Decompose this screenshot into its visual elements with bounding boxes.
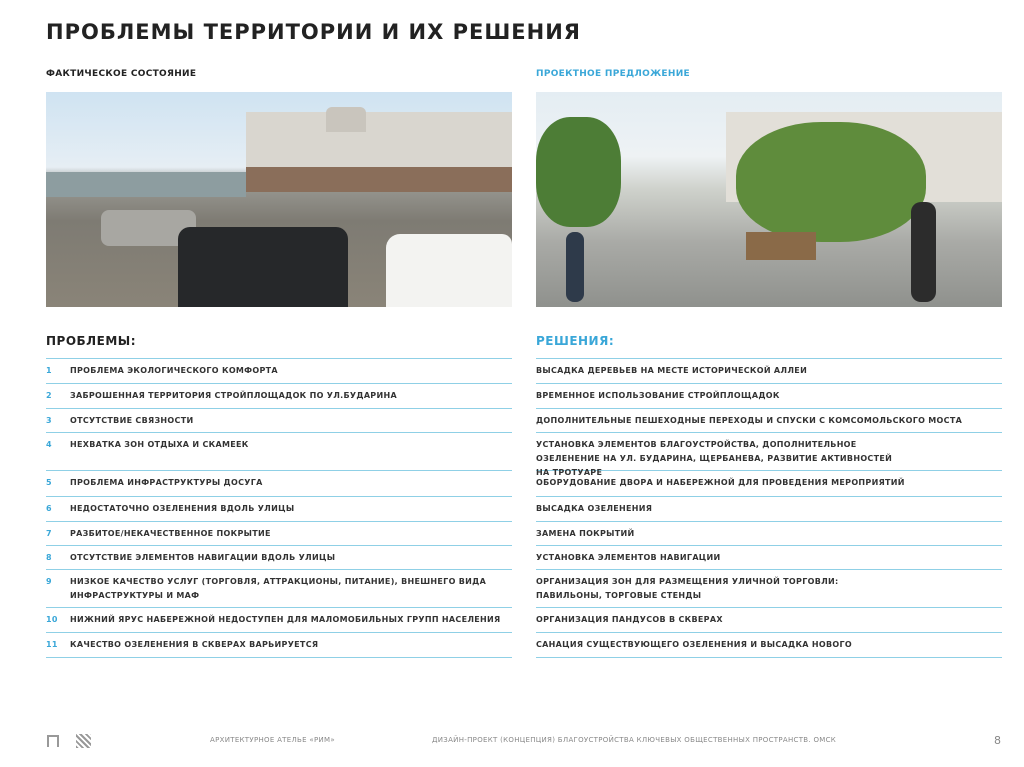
problem-text: ОТСУТСТВИЕ ЭЛЕМЕНТОВ НАВИГАЦИИ ВДОЛЬ УЛИЦЫ: [70, 553, 336, 562]
problem-text: КАЧЕСТВО ОЗЕЛЕНЕНИЯ В СКВЕРАХ ВАРЬИРУЕТСЯ: [70, 640, 319, 649]
solution-text: ВРЕМЕННОЕ ИСПОЛЬЗОВАНИЕ СТРОЙПЛОЩАДОК: [536, 391, 780, 400]
solution-row: [536, 522, 1002, 546]
problem-row: [46, 409, 512, 433]
solution-text: ВЫСАДКА ДЕРЕВЬЕВ НА МЕСТЕ ИСТОРИЧЕСКОЙ АЛЛЕИ: [536, 366, 808, 375]
current-state-label: ФАКТИЧЕСКОЕ СОСТОЯНИЕ: [46, 69, 197, 79]
problem-number: 4: [46, 440, 52, 449]
solution-row: [536, 384, 1002, 409]
solution-text: ОРГАНИЗАЦИЯ ЗОН ДЛЯ РАЗМЕЩЕНИЯ УЛИЧНОЙ ТОРГОВЛИ: ПАВИЛЬОНЫ, ТОРГОВЫЕ СТЕНДЫ: [536, 577, 839, 600]
problem-number: 6: [46, 504, 52, 513]
pattern-logo-icon: [76, 734, 91, 748]
problem-text: ЗАБРОШЕННАЯ ТЕРРИТОРИЯ СТРОЙПЛОЩАДОК ПО УЛ.БУДАРИНА: [70, 391, 397, 400]
problems-list: [46, 358, 512, 658]
problem-number: 8: [46, 553, 52, 562]
problem-row: [46, 546, 512, 570]
problem-row: [46, 570, 512, 608]
solution-text: ВЫСАДКА ОЗЕЛЕНЕНИЯ: [536, 504, 653, 513]
solution-row: [536, 633, 1002, 658]
problem-number: 10: [46, 615, 58, 624]
solution-text: ДОПОЛНИТЕЛЬНЫЕ ПЕШЕХОДНЫЕ ПЕРЕХОДЫ И СПУСКИ С КОМСОМОЛЬСКОГО МОСТА: [536, 416, 963, 425]
problem-number: 3: [46, 416, 52, 425]
solution-text: УСТАНОВКА ЭЛЕМЕНТОВ НАВИГАЦИИ: [536, 553, 721, 562]
problem-row: [46, 471, 512, 497]
page-title: ПРОБЛЕМЫ ТЕРРИТОРИИ И ИХ РЕШЕНИЯ: [46, 20, 581, 44]
problem-row: [46, 359, 512, 384]
problem-number: 1: [46, 366, 52, 375]
current-state-photo: [46, 92, 512, 307]
problem-number: 9: [46, 577, 52, 586]
solution-text: ЗАМЕНА ПОКРЫТИЙ: [536, 529, 635, 538]
logo-icon: [47, 735, 59, 747]
problem-number: 7: [46, 529, 52, 538]
solution-row: [536, 359, 1002, 384]
proposal-label: ПРОЕКТНОЕ ПРЕДЛОЖЕНИЕ: [536, 69, 690, 79]
solution-row: [536, 433, 1002, 477]
solution-row: [536, 409, 1002, 433]
solution-row: [536, 546, 1002, 570]
problem-text: НИЖНИЙ ЯРУС НАБЕРЕЖНОЙ НЕДОСТУПЕН ДЛЯ МАЛОМОБИЛЬНЫХ ГРУПП НАСЕЛЕНИЯ: [70, 615, 501, 624]
problem-text: ПРОБЛЕМА ИНФРАСТРУКТУРЫ ДОСУГА: [70, 478, 263, 487]
solution-row: [536, 497, 1002, 522]
problem-row: [46, 497, 512, 522]
problem-text: НИЗКОЕ КАЧЕСТВО УСЛУГ (ТОРГОВЛЯ, АТТРАКЦИОНЫ, ПИТАНИЕ), ВНЕШНЕГО ВИДА ИНФРАСТРУКТУРЫ И МАФ: [70, 577, 487, 600]
solution-text: ОБОРУДОВАНИЕ ДВОРА И НАБЕРЕЖНОЙ ДЛЯ ПРОВЕДЕНИЯ МЕРОПРИЯТИЙ: [536, 478, 905, 487]
problem-number: 2: [46, 391, 52, 400]
problem-row: [46, 433, 512, 471]
problem-row: [46, 608, 512, 633]
solution-text: УСТАНОВКА ЭЛЕМЕНТОВ БЛАГОУСТРОЙСТВА, ДОПОЛНИТЕЛЬНОЕ ОЗЕЛЕНЕНИЕ НА УЛ. БУДАРИНА, ЩЕРБАНЕВА, РАЗВИТИЕ АКТИВНОСТЕЙ НА ТРОТУАРЕ: [536, 440, 893, 477]
solution-text: САНАЦИЯ СУЩЕСТВУЮЩЕГО ОЗЕЛЕНЕНИЯ И ВЫСАДКА НОВОГО: [536, 640, 852, 649]
solutions-heading: РЕШЕНИЯ:: [536, 334, 615, 348]
problem-row: [46, 522, 512, 546]
proposal-photo: [536, 92, 1002, 307]
footer-studio: АРХИТЕКТУРНОЕ АТЕЛЬЕ «РИМ»: [210, 736, 335, 744]
problem-text: НЕХВАТКА ЗОН ОТДЫХА И СКАМЕЕК: [70, 440, 249, 449]
footer-project: ДИЗАЙН-ПРОЕКТ (КОНЦЕПЦИЯ) БЛАГОУСТРОЙСТВА КЛЮЧЕВЫХ ОБЩЕСТВЕННЫХ ПРОСТРАНСТВ. ОМСК: [432, 736, 837, 744]
problem-text: РАЗБИТОЕ/НЕКАЧЕСТВЕННОЕ ПОКРЫТИЕ: [70, 529, 271, 538]
solution-text: ОРГАНИЗАЦИЯ ПАНДУСОВ В СКВЕРАХ: [536, 615, 723, 624]
problem-number: 5: [46, 478, 52, 487]
solutions-list: [536, 358, 1002, 658]
problem-row: [46, 384, 512, 409]
problem-text: НЕДОСТАТОЧНО ОЗЕЛЕНЕНИЯ ВДОЛЬ УЛИЦЫ: [70, 504, 295, 513]
problems-heading: ПРОБЛЕМЫ:: [46, 334, 137, 348]
problem-text: ОТСУТСТВИЕ СВЯЗНОСТИ: [70, 416, 194, 425]
solution-row: [536, 570, 1002, 608]
solution-row: [536, 608, 1002, 633]
page-number: 8: [994, 734, 1002, 747]
problem-row: [46, 633, 512, 658]
problem-text: ПРОБЛЕМА ЭКОЛОГИЧЕСКОГО КОМФОРТА: [70, 366, 278, 375]
problem-number: 11: [46, 640, 58, 649]
